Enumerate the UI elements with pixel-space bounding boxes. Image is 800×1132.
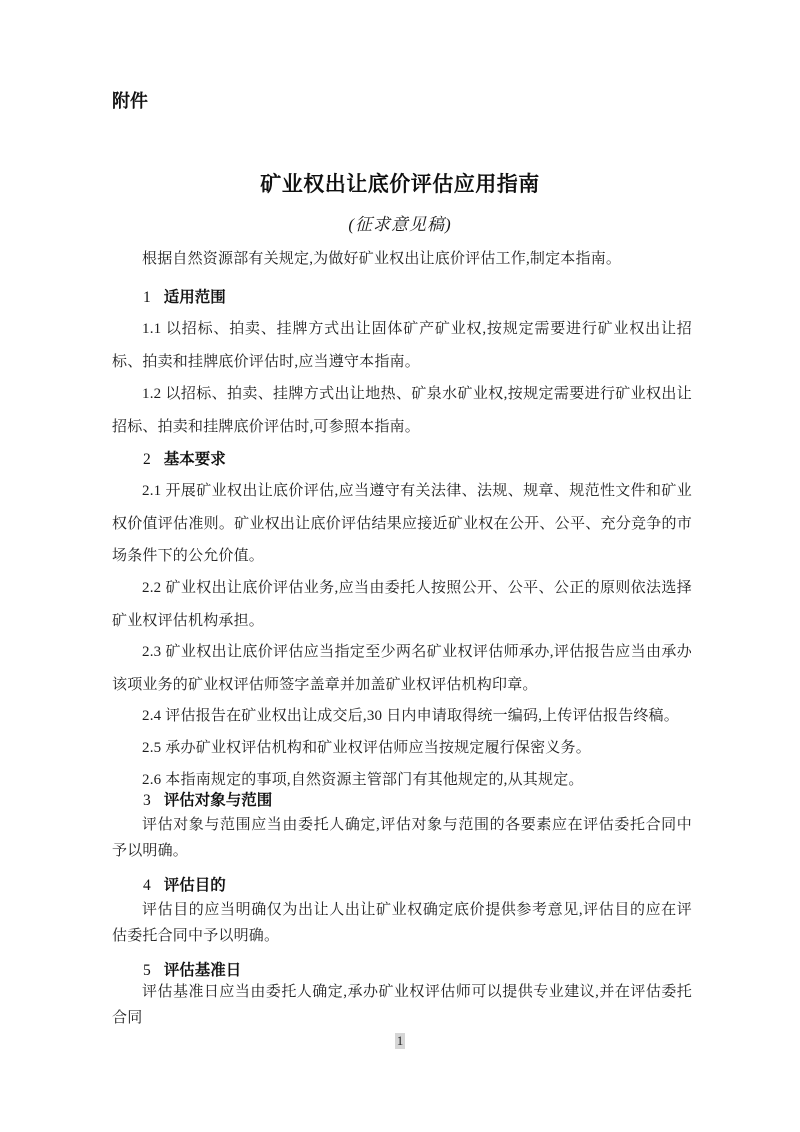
paragraph-4-1: 评估目的应当明确仅为出让人出让矿业权确定底价提供参考意见,评估目的应在评估委托合同中予以明确。 xyxy=(112,902,692,944)
section-number-1: 1 xyxy=(143,289,151,306)
document-title: 矿业权出让底价评估应用指南 xyxy=(260,173,540,196)
paragraph-2-3: 2.3 矿业权出让底价评估应当指定至少两名矿业权评估师承办,评估报告应当由承办该项业务的矿业权评估师签字盖章并加盖矿业权评估机构印章。 xyxy=(112,644,692,693)
document-subtitle: (征求意见稿) xyxy=(348,215,452,234)
section-heading-1 xyxy=(112,288,723,308)
section-heading-2 xyxy=(112,450,723,470)
section-number-5: 5 xyxy=(143,962,151,979)
paragraph-2-1: 2.1 开展矿业权出让底价评估,应当遵守有关法律、法规、规章、规范性文件和矿业权价值评估准则。矿业权出让底价评估结果应接近矿业权在公开、公平、充分竞争的市场条件下的公允价值。 xyxy=(112,483,692,564)
intro-paragraph: 根据自然资源部有关规定,为做好矿业权出让底价评估工作,制定本指南。 xyxy=(142,251,622,267)
paragraph-2-4: 2.4 评估报告在矿业权出让成交后,30 日内申请取得统一编码,上传评估报告终稿。 xyxy=(142,708,679,724)
paragraph-3-1: 评估对象与范围应当由委托人确定,评估对象与范围的各要素应在评估委托合同中予以明确。 xyxy=(112,817,692,859)
paragraph-1-1: 1.1 以招标、拍卖、挂牌方式出让固体矿产矿业权,按规定需要进行矿业权出让招标、拍卖和挂牌底价评估时,应当遵守本指南。 xyxy=(112,321,692,370)
section-title-5: 评估基准日 xyxy=(163,962,242,979)
paragraph-2-2: 2.2 矿业权出让底价评估业务,应当由委托人按照公开、公平、公正的原则依法选择矿业权评估机构承担。 xyxy=(112,580,692,629)
section-number-2: 2 xyxy=(143,451,151,468)
section-title-2: 基本要求 xyxy=(163,451,226,468)
page-number: 1 xyxy=(396,1033,404,1048)
section-heading-3 xyxy=(112,791,723,811)
section-heading-5 xyxy=(112,961,723,981)
paragraph-2-6: 2.6 本指南规定的事项,自然资源主管部门有其他规定的,从其规定。 xyxy=(142,772,584,788)
attachment-label: 附件 xyxy=(112,91,148,111)
page-footer xyxy=(0,1032,800,1050)
section-title-4: 评估目的 xyxy=(163,877,226,894)
section-heading-4 xyxy=(112,876,723,896)
section-number-4: 4 xyxy=(143,877,151,894)
paragraph-5-1: 评估基准日应当由委托人确定,承办矿业权评估师可以提供专业建议,并在评估委托合同 xyxy=(112,984,692,1026)
paragraph-1-2: 1.2 以招标、拍卖、挂牌方式出让地热、矿泉水矿业权,按规定需要进行矿业权出让招标、拍卖和挂牌底价评估时,可参照本指南。 xyxy=(112,386,692,435)
section-number-3: 3 xyxy=(143,792,151,809)
paragraph-2-5: 2.5 承办矿业权评估机构和矿业权评估师应当按规定履行保密义务。 xyxy=(142,740,591,756)
section-title-3: 评估对象与范围 xyxy=(163,792,273,809)
section-title-1: 适用范围 xyxy=(163,289,226,306)
